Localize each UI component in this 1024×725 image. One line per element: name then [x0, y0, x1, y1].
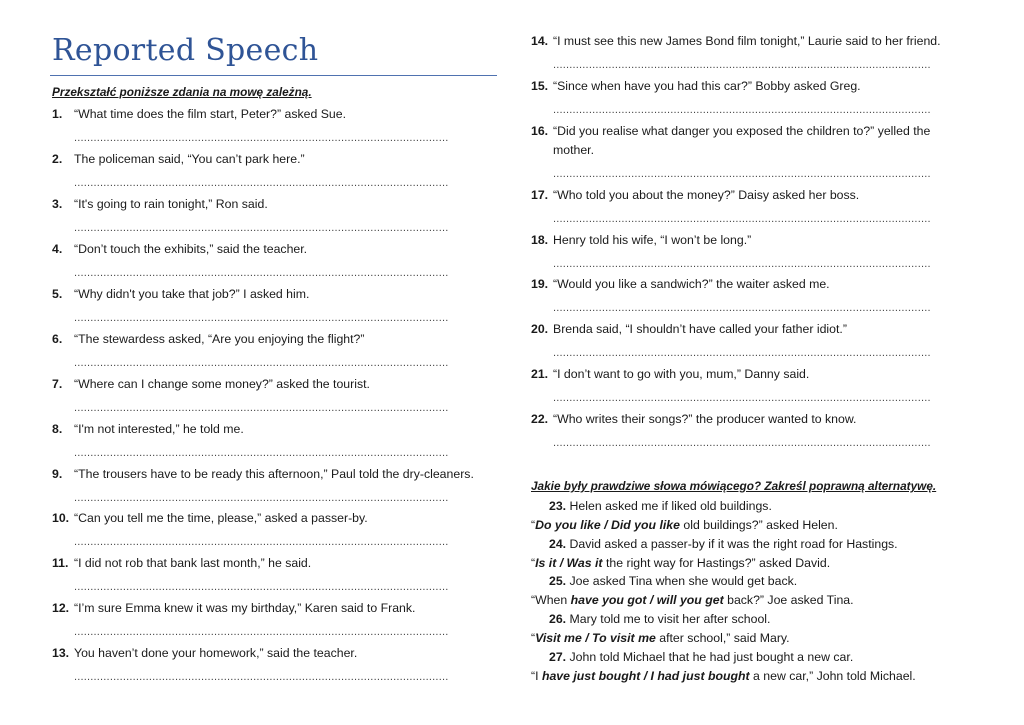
item-text: Henry told his wife, “I won’t be long.” — [553, 233, 752, 247]
prompt-text: David asked a passer-by if it was the right road for Hastings. — [569, 537, 898, 551]
choice-options[interactable]: Do you like / Did you like — [535, 518, 680, 532]
exercise-choice — [531, 554, 830, 572]
item-number: 22. — [531, 412, 549, 426]
item-number: 3. — [52, 197, 63, 211]
item-number: 27. — [549, 650, 567, 664]
item-number: 6. — [52, 332, 63, 346]
item-text: “I'm not interested,” he told me. — [74, 422, 244, 436]
choice-pre: “ — [531, 556, 536, 570]
item-number: 20. — [531, 322, 549, 336]
item-text: “Why didn't you take that job?” I asked him. — [74, 287, 310, 301]
exercise-choice — [531, 591, 854, 609]
item-number: 16. — [531, 124, 549, 138]
answer-line[interactable]: .................................................................................................................... — [553, 258, 931, 270]
item-text: “I did not rob that bank last month,” he said. — [74, 556, 312, 570]
item-number: 12. — [52, 601, 70, 615]
answer-line[interactable]: ................................................................................................................... — [74, 626, 449, 638]
item-number: 10. — [52, 511, 70, 525]
exercise-prompt — [549, 535, 898, 553]
exercise-choice — [531, 629, 790, 647]
item-number: 8. — [52, 422, 63, 436]
prompt-text: John told Michael that he had just bought a new car. — [569, 650, 854, 664]
title-underline — [50, 75, 497, 76]
choice-pre: “When — [531, 593, 571, 607]
choice-options[interactable]: have just bought / I had just bought — [541, 669, 750, 683]
answer-line[interactable]: .................................................................................................................... — [553, 104, 931, 116]
answer-line[interactable]: ................................................................................................................... — [74, 132, 449, 144]
item-number: 1. — [52, 107, 63, 121]
answer-line[interactable]: ................................................................................................................... — [74, 402, 449, 414]
item-number: 25. — [549, 574, 567, 588]
choice-options[interactable]: Visit me / To visit me — [535, 631, 656, 645]
answer-line[interactable]: .................................................................................................................... — [553, 302, 931, 314]
answer-line[interactable]: ................................................................................................................... — [74, 312, 449, 324]
choice-pre: “ — [531, 631, 536, 645]
item-number: 14. — [531, 34, 549, 48]
section2-instruction: Jakie były prawdziwe słowa mówiącego? Zakreśl poprawną alternatywę. — [531, 479, 937, 493]
answer-line[interactable]: .................................................................................................................... — [553, 437, 931, 449]
item-text: “Can you tell me the time, please,” asked a passer-by. — [74, 511, 368, 525]
item-number: 7. — [52, 377, 63, 391]
answer-line[interactable]: ................................................................................................................... — [74, 536, 449, 548]
item-number: 26. — [549, 612, 567, 626]
choice-post: old buildings?” asked Helen. — [679, 518, 838, 532]
item-number: 11. — [52, 556, 69, 570]
exercise-prompt — [549, 497, 772, 515]
answer-line[interactable]: ................................................................................................................... — [74, 177, 449, 189]
item-text: “I’m sure Emma knew it was my birthday,” Karen said to Frank. — [74, 601, 416, 615]
choice-post: a new car,” John told Michael. — [749, 669, 916, 683]
item-number: 19. — [531, 277, 549, 291]
item-text: “Who told you about the money?” Daisy asked her boss. — [553, 188, 860, 202]
answer-line[interactable]: ................................................................................................................... — [74, 581, 449, 593]
item-number: 23. — [549, 499, 567, 513]
page-title: Reported Speech — [52, 33, 319, 68]
item-number: 21. — [531, 367, 549, 381]
choice-pre: “I — [531, 669, 542, 683]
answer-line[interactable]: ................................................................................................................... — [74, 222, 449, 234]
item-text: “Did you realise what danger you exposed the children to?” yelled the — [553, 124, 931, 138]
item-text: “It's going to rain tonight,” Ron said. — [74, 197, 268, 211]
item-text: “Who writes their songs?” the producer wanted to know. — [553, 412, 857, 426]
prompt-text: Joe asked Tina when she would get back. — [569, 574, 798, 588]
exercise-prompt — [549, 610, 770, 628]
item-text: “Would you like a sandwich?” the waiter asked me. — [553, 277, 830, 291]
item-text: “Don’t touch the exhibits,” said the teacher. — [74, 242, 308, 256]
answer-line[interactable]: .................................................................................................................... — [553, 347, 931, 359]
item-text: Brenda said, “I shouldn’t have called your father idiot.” — [553, 322, 847, 336]
item-number: 24. — [549, 537, 567, 551]
item-number: 13. — [52, 646, 70, 660]
item-text: The policeman said, “You can’t park here.” — [74, 152, 305, 166]
item-number: 2. — [52, 152, 63, 166]
item-number: 17. — [531, 188, 549, 202]
item-text: “What time does the film start, Peter?” asked Sue. — [74, 107, 347, 121]
item-text: “I must see this new James Bond film tonight,” Laurie said to her friend. — [553, 34, 941, 48]
item-text: “I don’t want to go with you, mum,” Danny said. — [553, 367, 810, 381]
section1-instruction: Przekształć poniższe zdania na mowę zależną. — [52, 85, 312, 99]
item-text: “The stewardess asked, “Are you enjoying the flight?” — [74, 332, 365, 346]
answer-line[interactable]: .................................................................................................................... — [553, 168, 931, 180]
item-text: “Since when have you had this car?” Bobby asked Greg. — [553, 79, 861, 93]
answer-line[interactable]: .................................................................................................................... — [553, 392, 931, 404]
answer-line[interactable]: .................................................................................................................... — [553, 213, 931, 225]
choice-post: back?” Joe asked Tina. — [723, 593, 854, 607]
item-text: “Where can I change some money?” asked the tourist. — [74, 377, 370, 391]
answer-line[interactable]: ................................................................................................................... — [74, 447, 449, 459]
answer-line[interactable]: ................................................................................................................... — [74, 357, 449, 369]
answer-line[interactable]: ................................................................................................................... — [74, 671, 449, 683]
exercise-choice — [531, 667, 916, 685]
item-text: You haven’t done your homework,” said the teacher. — [74, 646, 358, 660]
item-number: 18. — [531, 233, 549, 247]
choice-options[interactable]: have you got / will you get — [570, 593, 724, 607]
choice-post: after school,” said Mary. — [655, 631, 790, 645]
answer-line[interactable]: ................................................................................................................... — [74, 267, 449, 279]
choice-options[interactable]: Is it / Was it — [535, 556, 603, 570]
item-text-continuation: mother. — [553, 143, 595, 157]
item-text: “The trousers have to be ready this afternoon,” Paul told the dry-cleaners. — [74, 467, 474, 481]
item-number: 9. — [52, 467, 63, 481]
answer-line[interactable]: ................................................................................................................... — [74, 492, 449, 504]
exercise-prompt — [549, 648, 853, 666]
item-number: 15. — [531, 79, 549, 93]
answer-line[interactable]: .................................................................................................................... — [553, 59, 931, 71]
choice-post: the right way for Hastings?” asked David. — [602, 556, 831, 570]
choice-pre: “ — [531, 518, 536, 532]
exercise-prompt — [549, 572, 797, 590]
item-number: 5. — [52, 287, 63, 301]
prompt-text: Mary told me to visit her after school. — [569, 612, 771, 626]
item-number: 4. — [52, 242, 63, 256]
prompt-text: Helen asked me if liked old buildings. — [569, 499, 772, 513]
exercise-choice — [531, 516, 838, 534]
